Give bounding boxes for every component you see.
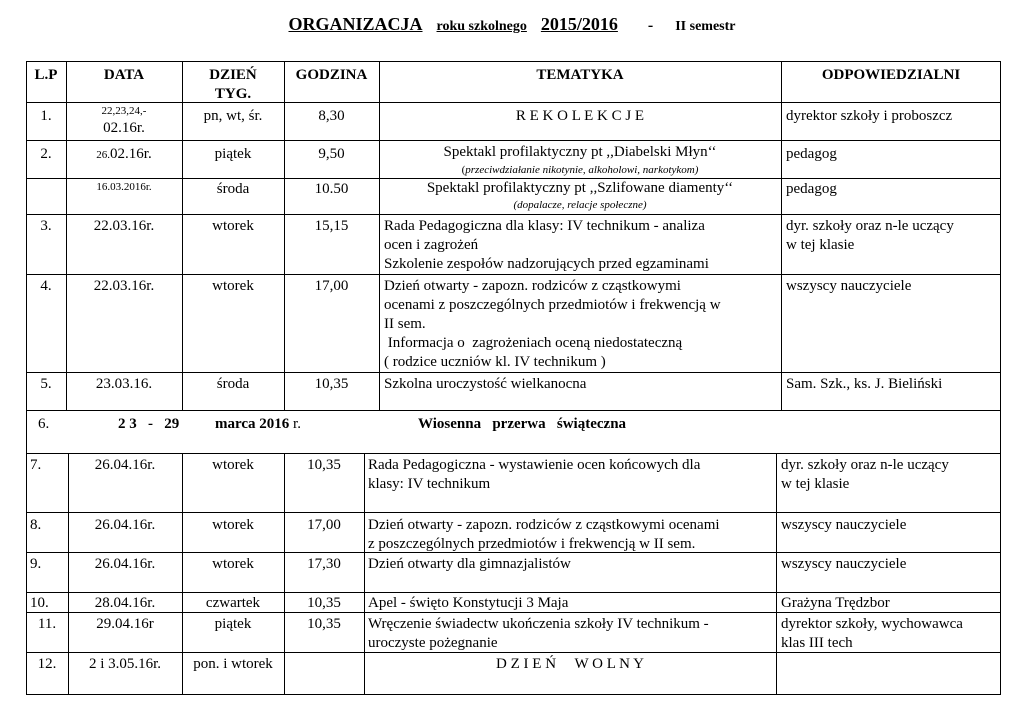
row-tematyka: D Z I E Ń W O L N Y <box>496 656 644 672</box>
row-lp: 5. <box>40 376 52 392</box>
row-data: 16.03.2016r. <box>96 181 152 193</box>
row-tematyka-line: z poszczególnych przedmiotów i frekwencją w II sem. <box>368 536 696 552</box>
row-tematyka: R E K O L E K C J E <box>515 108 645 124</box>
row-tematyka-line: klasy: IV technikum <box>368 476 491 492</box>
break-row-lp: 6. <box>38 416 50 432</box>
row-odpowiedzialni: dyrektor szkoły i proboszcz <box>786 108 953 124</box>
row-dzien: wtorek <box>212 218 254 234</box>
row-tematyka-line: ( rodzice uczniów kl. IV technikum ) <box>384 354 606 370</box>
row-dzien: czwartek <box>205 595 261 611</box>
title-main: ORGANIZACJA <box>288 14 423 34</box>
break-row-r: r. <box>293 416 301 432</box>
row-godzina: 8,30 <box>318 108 345 124</box>
row-lp: 11. <box>37 616 57 632</box>
row-data-day: 26. <box>96 149 111 161</box>
row-godzina: 9,50 <box>318 146 345 162</box>
row-data: 22.03.16r. <box>93 278 155 294</box>
row-tematyka-line: Dzień otwarty - zapozn. rodziców z cząstkowymi <box>384 278 681 294</box>
row-tematyka: Spektakl profilaktyczny pt ,,Diabelski Młyn‘‘ <box>443 144 717 160</box>
row-tematyka-line: uroczyste pożegnanie <box>368 635 498 651</box>
row-godzina: 10,35 <box>307 595 341 611</box>
row-dzien: pon. i wtorek <box>193 656 273 672</box>
header-godzina: GODZINA <box>295 67 368 83</box>
row-data: 26.04.16r. <box>94 517 156 533</box>
row-tematyka: Apel - święto Konstytucji 3 Maja <box>368 595 569 611</box>
header-tematyka: TEMATYKA <box>536 67 624 83</box>
row-dzien: wtorek <box>212 457 254 473</box>
row-godzina: 15,15 <box>314 218 349 234</box>
row-tematyka: Szkolna uroczystość wielkanocna <box>384 376 587 392</box>
break-row-days: 2 3 - 29 <box>118 416 180 432</box>
header-odpowiedzialni: ODPOWIEDZIALNI <box>821 67 961 83</box>
row-tematyka-line: Informacja o zagrożeniach oceną niedostateczną <box>384 335 683 351</box>
row-data-days: 22,23,24,- <box>101 105 147 117</box>
row-lp: 12. <box>37 656 57 672</box>
row-godzina: 17,00 <box>314 278 349 294</box>
row-tematyka-line: Wręczenie świadectw ukończenia szkoły IV technikum - <box>368 616 709 632</box>
row-lp: 8. <box>30 517 42 533</box>
row-data <box>66 145 182 165</box>
header-dzien: DZIEŃ <box>209 67 257 83</box>
row-lp: 10. <box>30 595 49 611</box>
row-odpowiedzialni-line: dyr. szkoły oraz n-le uczący <box>786 218 954 234</box>
row-tematyka-line: II sem. <box>384 316 426 332</box>
row-tematyka: Spektakl profilaktyczny pt ,,Szlifowane diamenty‘‘ <box>426 180 734 196</box>
row-dzien: wtorek <box>212 278 254 294</box>
row-tematyka-line: Szkolenie zespołów nadzorujących przed egzaminami <box>384 256 709 272</box>
row-lp: 1. <box>40 108 52 124</box>
row-odpowiedzialni: Sam. Szk., ks. J. Bieliński <box>786 376 943 392</box>
row-lp: 9. <box>30 556 42 572</box>
row-tematyka-note: (dopalacze, relacje społeczne) <box>513 199 647 211</box>
row-dzien: pn, wt, śr. <box>203 108 263 124</box>
row-data: 28.04.16r. <box>94 595 156 611</box>
row-tematyka-note: (przeciwdziałanie nikotynie, alkoholowi, narkotykom) <box>461 164 699 176</box>
break-row-date <box>215 415 301 434</box>
row-data: 02.16r. <box>103 120 145 136</box>
row-data: 26.04.16r. <box>94 457 156 473</box>
header-data: DATA <box>103 67 145 83</box>
row-odpowiedzialni: wszyscy nauczyciele <box>781 556 907 572</box>
row-godzina: 17,30 <box>307 556 341 572</box>
row-data: 23.03.16. <box>95 376 153 392</box>
row-odpowiedzialni-line: w tej klasie <box>786 237 855 253</box>
row-odpowiedzialni-line: dyrektor szkoły, wychowawca <box>781 616 963 632</box>
header-lp: L.P <box>34 67 58 83</box>
row-dzien: środa <box>216 376 250 392</box>
row-godzina: 10,35 <box>314 376 349 392</box>
row-odpowiedzialni-line: w tej klasie <box>781 476 850 492</box>
row-dzien: środa <box>216 181 250 197</box>
row-tematyka-line: ocenami z poszczególnych przedmiotów i frekwencją w <box>384 297 721 313</box>
row-odpowiedzialni: pedagog <box>786 146 837 162</box>
title-dash: - <box>647 17 654 34</box>
row-lp: 3. <box>40 218 52 234</box>
row-lp: 7. <box>30 457 42 473</box>
row-dzien: piątek <box>214 616 252 632</box>
row-tematyka: Dzień otwarty dla gimnazjalistów <box>368 556 571 572</box>
row-data: 26.04.16r. <box>94 556 156 572</box>
row-odpowiedzialni: pedagog <box>786 181 837 197</box>
row-godzina: 10.50 <box>314 181 349 197</box>
row-godzina: 10,35 <box>307 616 341 632</box>
row-odpowiedzialni-line: klas III tech <box>781 635 853 651</box>
row-data-month: 02.16r. <box>110 146 152 162</box>
row-odpowiedzialni: Grażyna Trędzbor <box>781 595 890 611</box>
header-dzien-tyg: TYG. <box>214 86 252 102</box>
row-tematyka-line: Rada Pedagogiczna dla klasy: IV technikum - analiza <box>384 218 705 234</box>
break-row-label: Wiosenna przerwa świąteczna <box>418 416 627 432</box>
row-odpowiedzialni: wszyscy nauczyciele <box>781 517 907 533</box>
row-dzien: piątek <box>214 146 252 162</box>
row-tematyka-line: ocen i zagrożeń <box>384 237 479 253</box>
break-row-month: marca 2016 <box>215 416 290 432</box>
title-sub: roku szkolnego <box>436 19 527 34</box>
row-data: 29.04.16r <box>96 616 154 632</box>
row-lp: 2. <box>40 146 52 162</box>
row-odpowiedzialni: wszyscy nauczyciele <box>786 278 912 294</box>
row-dzien: wtorek <box>212 517 254 533</box>
row-dzien: wtorek <box>212 556 254 572</box>
row-godzina: 17,00 <box>307 517 341 533</box>
row-odpowiedzialni-line: dyr. szkoły oraz n-le uczący <box>781 457 949 473</box>
row-data: 2 i 3.05.16r. <box>88 656 162 672</box>
row-tematyka-line: Rada Pedagogiczna - wystawienie ocen końcowych dla <box>368 457 701 473</box>
document-title <box>0 14 1024 44</box>
title-year: 2015/2016 <box>540 14 618 34</box>
row-godzina: 10,35 <box>307 457 341 473</box>
title-semester: II semestr <box>675 19 736 34</box>
row-lp: 4. <box>40 278 52 294</box>
row-tematyka-line: Dzień otwarty - zapozn. rodziców z cząstkowymi ocenami <box>368 517 720 533</box>
row-data: 22.03.16r. <box>93 218 155 234</box>
